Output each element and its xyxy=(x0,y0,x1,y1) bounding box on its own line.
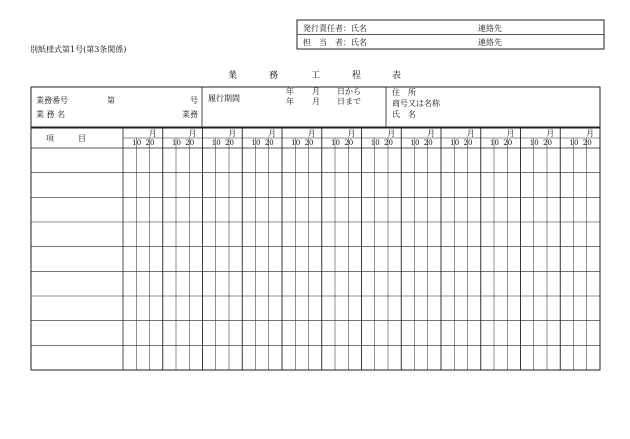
schedule-box-border xyxy=(31,128,600,370)
day-10-label: 10 xyxy=(370,139,380,147)
title-char: 表 xyxy=(392,71,402,81)
day-20-label: 20 xyxy=(423,139,433,147)
month-label: 月 xyxy=(586,129,594,138)
day-10-label: 10 xyxy=(211,139,221,147)
day-20-label: 20 xyxy=(304,139,314,147)
period-year-1: 年 xyxy=(286,87,294,96)
day-20-label: 20 xyxy=(145,139,155,147)
month-label: 月 xyxy=(228,129,237,138)
business-no-dai: 第 xyxy=(107,96,115,105)
day-10-label: 10 xyxy=(172,139,181,147)
charge-label: 担 当 者：氏名 xyxy=(303,38,367,47)
month-label: 月 xyxy=(546,129,555,138)
info-box-border xyxy=(31,87,600,127)
month-label: 月 xyxy=(427,129,435,138)
period-until: 日まで xyxy=(337,97,361,106)
month-label: 月 xyxy=(506,129,515,138)
day-20-label: 20 xyxy=(225,139,234,147)
month-label: 月 xyxy=(188,129,197,138)
month-label: 月 xyxy=(466,129,475,138)
day-10-label: 10 xyxy=(490,139,499,147)
title-char: 務 xyxy=(269,71,279,81)
day-20-label: 20 xyxy=(503,139,513,147)
day-10-label: 10 xyxy=(132,139,142,147)
day-10-label: 10 xyxy=(291,139,301,147)
responsible-label: 発行責任者：氏名 xyxy=(303,24,367,33)
address-label: 住 所 xyxy=(392,88,416,97)
day-20-label: 20 xyxy=(384,139,393,147)
day-20-label: 20 xyxy=(344,139,354,147)
title-char: 程 xyxy=(352,71,362,81)
day-10-label: 10 xyxy=(331,139,340,147)
contact-label-2: 連絡先 xyxy=(478,38,502,47)
business-name-suffix: 業務 xyxy=(182,110,198,119)
period-month-2: 月 xyxy=(312,97,320,106)
period-year-2: 年 xyxy=(286,97,294,106)
item-column-header: 項 目 xyxy=(46,134,86,143)
day-10-label: 10 xyxy=(410,139,420,147)
day-20-label: 20 xyxy=(185,139,195,147)
period-from: 日から xyxy=(337,87,361,96)
month-label: 月 xyxy=(347,129,356,138)
title-char: 業 xyxy=(228,71,238,81)
period-month-1: 月 xyxy=(312,87,320,96)
day-10-label: 10 xyxy=(529,139,539,147)
month-label: 月 xyxy=(148,129,157,138)
day-20-label: 20 xyxy=(543,139,552,147)
business-name-label: 業 務 名 xyxy=(36,110,66,119)
month-label: 月 xyxy=(268,129,276,138)
contact-label: 連絡先 xyxy=(478,24,502,33)
day-10-label: 10 xyxy=(450,139,460,147)
month-label: 月 xyxy=(307,129,316,138)
day-20-label: 20 xyxy=(264,139,274,147)
title-char: 工 xyxy=(311,71,321,81)
business-no-go: 号 xyxy=(190,96,198,105)
company-label: 商号又は名称 xyxy=(392,99,440,108)
month-label: 月 xyxy=(387,129,396,138)
day-10-label: 10 xyxy=(569,139,579,147)
day-20-label: 20 xyxy=(463,139,473,147)
name-label: 氏 名 xyxy=(392,110,416,119)
period-label: 履行期間 xyxy=(208,94,240,103)
form-reference: 別紙様式第1号(第3条関係) xyxy=(30,45,127,54)
business-no-label: 業務番号 xyxy=(36,96,68,105)
day-20-label: 20 xyxy=(582,139,592,147)
day-10-label: 10 xyxy=(251,139,261,147)
